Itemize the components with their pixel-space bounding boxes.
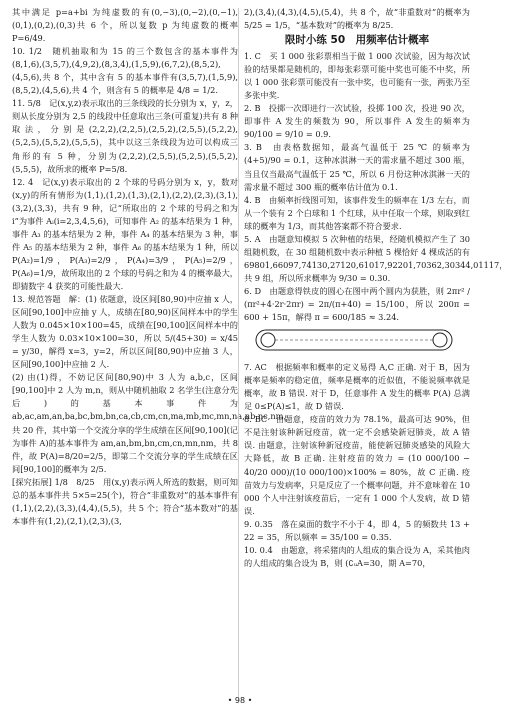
left-column bbox=[12, 6, 292, 528]
answer-item-7: 7. AC 根据频率和概率的定义易得 A,C 正确. 对于 B，因为概率是频率的稳定值，频率是概率的近似值，不能说频率就是概率，故 B 错误. 对于 D，任意事件 A 发生的概率 P(A) 总满足 0≤P(A)≤1，故 D 错误. bbox=[244, 362, 470, 412]
figure-right-circle bbox=[433, 333, 447, 347]
section-title: 限时小练 50 用频率估计概率 bbox=[284, 34, 430, 47]
answer-item-8: 8. BC 由题意，疫苗的效力为 78.1%，最高可达 90%，但不是注射该种新冠疫苗，就一定不会感染新冠肺炎，故 A 错误. 由题意，注射该种新冠疫苗，能使新冠肺炎感染的风险大大降低，故 B 正确. 注射疫苗的效力 = (10 000/100 − 40/20 000)/(10 000/100)×100% = 80%，故 C 正确. 疫苗效力与发病率，只是反应了一个概率问题，并不意味着在 10 000 个人中注射该疫苗后，一定有 1 000 个人发病，故 D 错误. bbox=[244, 414, 470, 516]
answer-item-3: 3. B 由表格数据知，最高气温低于 25 ℃ 的频率为 (4+5)/90 = 0.1，这种冰淇淋一天的需求量不超过 300 瓶，当且仅当最高气温低于 25 ℃，所以 6 月份这种冰淇淋一天的需求量不超过 300 瓶的概率估计值为 0.1. bbox=[244, 142, 470, 192]
answer-item-9: 9. 0.35 落在桌面的数字不小于 4，即 4，5 的频数共 13 + 22 = 35，所以频率 = 35/100 = 0.35. bbox=[244, 518, 470, 542]
left-paragraph-6: (2) 由(1)得，不妨记区间[80,90)中 3 人为 a,b,c，区间[90,100]中 2 人为 m,n，则从中随机抽取 2 名学生(注意分先后)的基本事件为 ab,ac,am,an,ba,bc,bm,bn,ca,cb,cm,cn,ma,mb,mc,mn,na,nb,nc,nm，共 20 件，其中第一个交流分享的学生成绩在区间[90,100](记为事件 A)的基本事件为 am,an,bm,bn,cm,cn,mn,nm，共 8 件，故 P(A)=8/20=2/5，即第二个交流分享的学生成绩在区间[90,100]的概率为 2/5. bbox=[12, 372, 292, 474]
left-paragraph-7: [探究拓展] 1/8 8/25 用(x,y)表示两人所选的数据，则可知总的基本事件共 5×5=25(个)，符合“非重数对”的基本事件有(1,1),(2,2),(3,3),(4,4),(5,5)，共 5 个；符合“基本数对”的基本事件有(1,2),(2,1),(2,3),(3, bbox=[12, 476, 238, 526]
figure-left-circle bbox=[261, 333, 275, 347]
two-circles-figure bbox=[254, 327, 454, 353]
left-paragraph-4: 12. 4 记(x,y)表示取出的 2 个球的号码分别为 x，y，数对(x,y)的所有情形为(1,1),(1,2),(1,3),(2,1),(2,2),(2,3),(3,1),(3,2),(3,3)，共有 9 种，记“所取出的 2 个球的号码之和为 i”为事件 Aᵢ(i=2,3,4,5,6)，可知事件 A₂ 的基本结果为 1 种，事件 A₃ 的基本结果为 2 种，事件 A₄ 的基本结果为 3 种，事件 A₅ 的基本结果为 2 种，事件 A₆ 的基本结果为 1 种，所以 P(A₂)=1/9，P(A₃)=2/9，P(A₄)=3/9，P(A₅)=2/9，P(A₆)=1/9，故所取出的 2 个球的号码之和为 4 的概率最大，即猜数字 4 获奖的可能性最大. bbox=[12, 176, 238, 291]
page-number: • 98 • bbox=[227, 696, 253, 705]
answer-item-1: 1. C 买 1 000 张彩票相当于做 1 000 次试验，因为每次试验的结果都是随机的，即每张彩票可能中奖也可能不中奖，所以 1 000 张彩票可能没有一张中奖，也可能有一张，两张乃至多张中奖. bbox=[244, 51, 470, 101]
left-paragraph-3: 11. 5/8 记(x,y,z)表示取出的三条线段的长分别为 x，y，z，则从长度分别为 2,5 的线段中任意取出三条(可重复)共有 8 种取法，分别是(2,2,2),(2,2,5),(2,5,2),(2,5,5),(5,2,2),(5,2,5),(5,5,2),(5,5,5)，其中以这三条线段为边可以构成三角形的有 5 种，分别为(2,2,2),(2,5,5),(5,2,5),(5,5,2),(5,5,5)，故所求的概率 P=5/8. bbox=[12, 98, 238, 174]
column-divider bbox=[238, 8, 239, 698]
answer-item-6: 6. D 由题意得铁皮的圆心在图中两个圆内为获胜，则 2πr² / (πr²+4·2r·2πr) = 2π/(π+40) = 15/100，所以 200π = 600 + 15π，解得 π = 600/185 ≈ 3.24. bbox=[244, 285, 470, 323]
left-paragraph-1: 其中满足 p=a+bi 为纯虚数的有(0,−3),(0,−2),(0,−1),(0,1),(0,2),(0,3)共 6 个，所以复数 p 为纯虚数的概率 P=6/49. bbox=[12, 7, 238, 44]
left-paragraph-2: 10. 1/2 随机抽取和为 15 的三个数包含的基本事件为 (8,1,6),(3,5,7),(4,9,2),(8,3,4),(1,5,9),(6,7,2),(8,5,2),(4,5,6),共 8 个，其中含有 5 的基本事件有(3,5,7),(1,5,9),(8,5,2),(4,5,6),共 4 个，则含有 5 的概率是 4/8 = 1/2. bbox=[12, 46, 238, 96]
answer-item-5: 5. A 由题意知模拟 5 次种植的结果，经随机模拟产生了 30 组随机数，在 30 组随机数中表示种植 5 棵恰好 4 棵成活的有 69801,66097,74130,27120,61017,92201,70362,30344,01117，共 9 组，所以所求概率为 9/30 = 0.30. bbox=[244, 233, 507, 283]
answer-item-10: 10. 0.4 由题意，将采猪肉的人组成的集合设为 A，采其他肉的人组成的集合设为 B，则 (∁ᵤA=30，期 A=70， bbox=[244, 544, 470, 568]
right-column bbox=[244, 6, 507, 570]
answer-item-2: 2. B 投掷一次即进行一次试验，投掷 100 次，投进 90 次，即事件 A 发生的频数为 90，所以事件 A 发生的频率为 90/100 = 9/10 = 0.9. bbox=[244, 103, 470, 140]
left-paragraph-5: 13. 规范答题 解：(1) 依题意，设区间[80,90)中应抽 x 人，区间[90,100]中应抽 y 人，成绩在[80,90)区间样本中的学生人数为 0.045×10×100=45，成绩在[90,100]区间样本中的学生人数为 0.03×10×100=30，所以 5/(45+30) = x/45 = y/30，解得 x=3，y=2，所以区间[80,90)中应抽 3 人，区间[90,100]中应抽 2 人. bbox=[12, 294, 238, 370]
right-paragraph-continued: 2),(3,4),(4,3),(4,5),(5,4)，共 8 个，故“非重数对”的概率为 5/25 = 1/5，“基本数对”的概率为 8/25. bbox=[244, 7, 470, 31]
answer-item-4: 4. B 由频率折线图可知，该事件发生的频率在 1/3 左右，而从一个装有 2 个白球和 1 个红球，从中任取一个球，则取到红球的概率为 1/3，而其他答案都不符合要求. bbox=[244, 194, 470, 231]
